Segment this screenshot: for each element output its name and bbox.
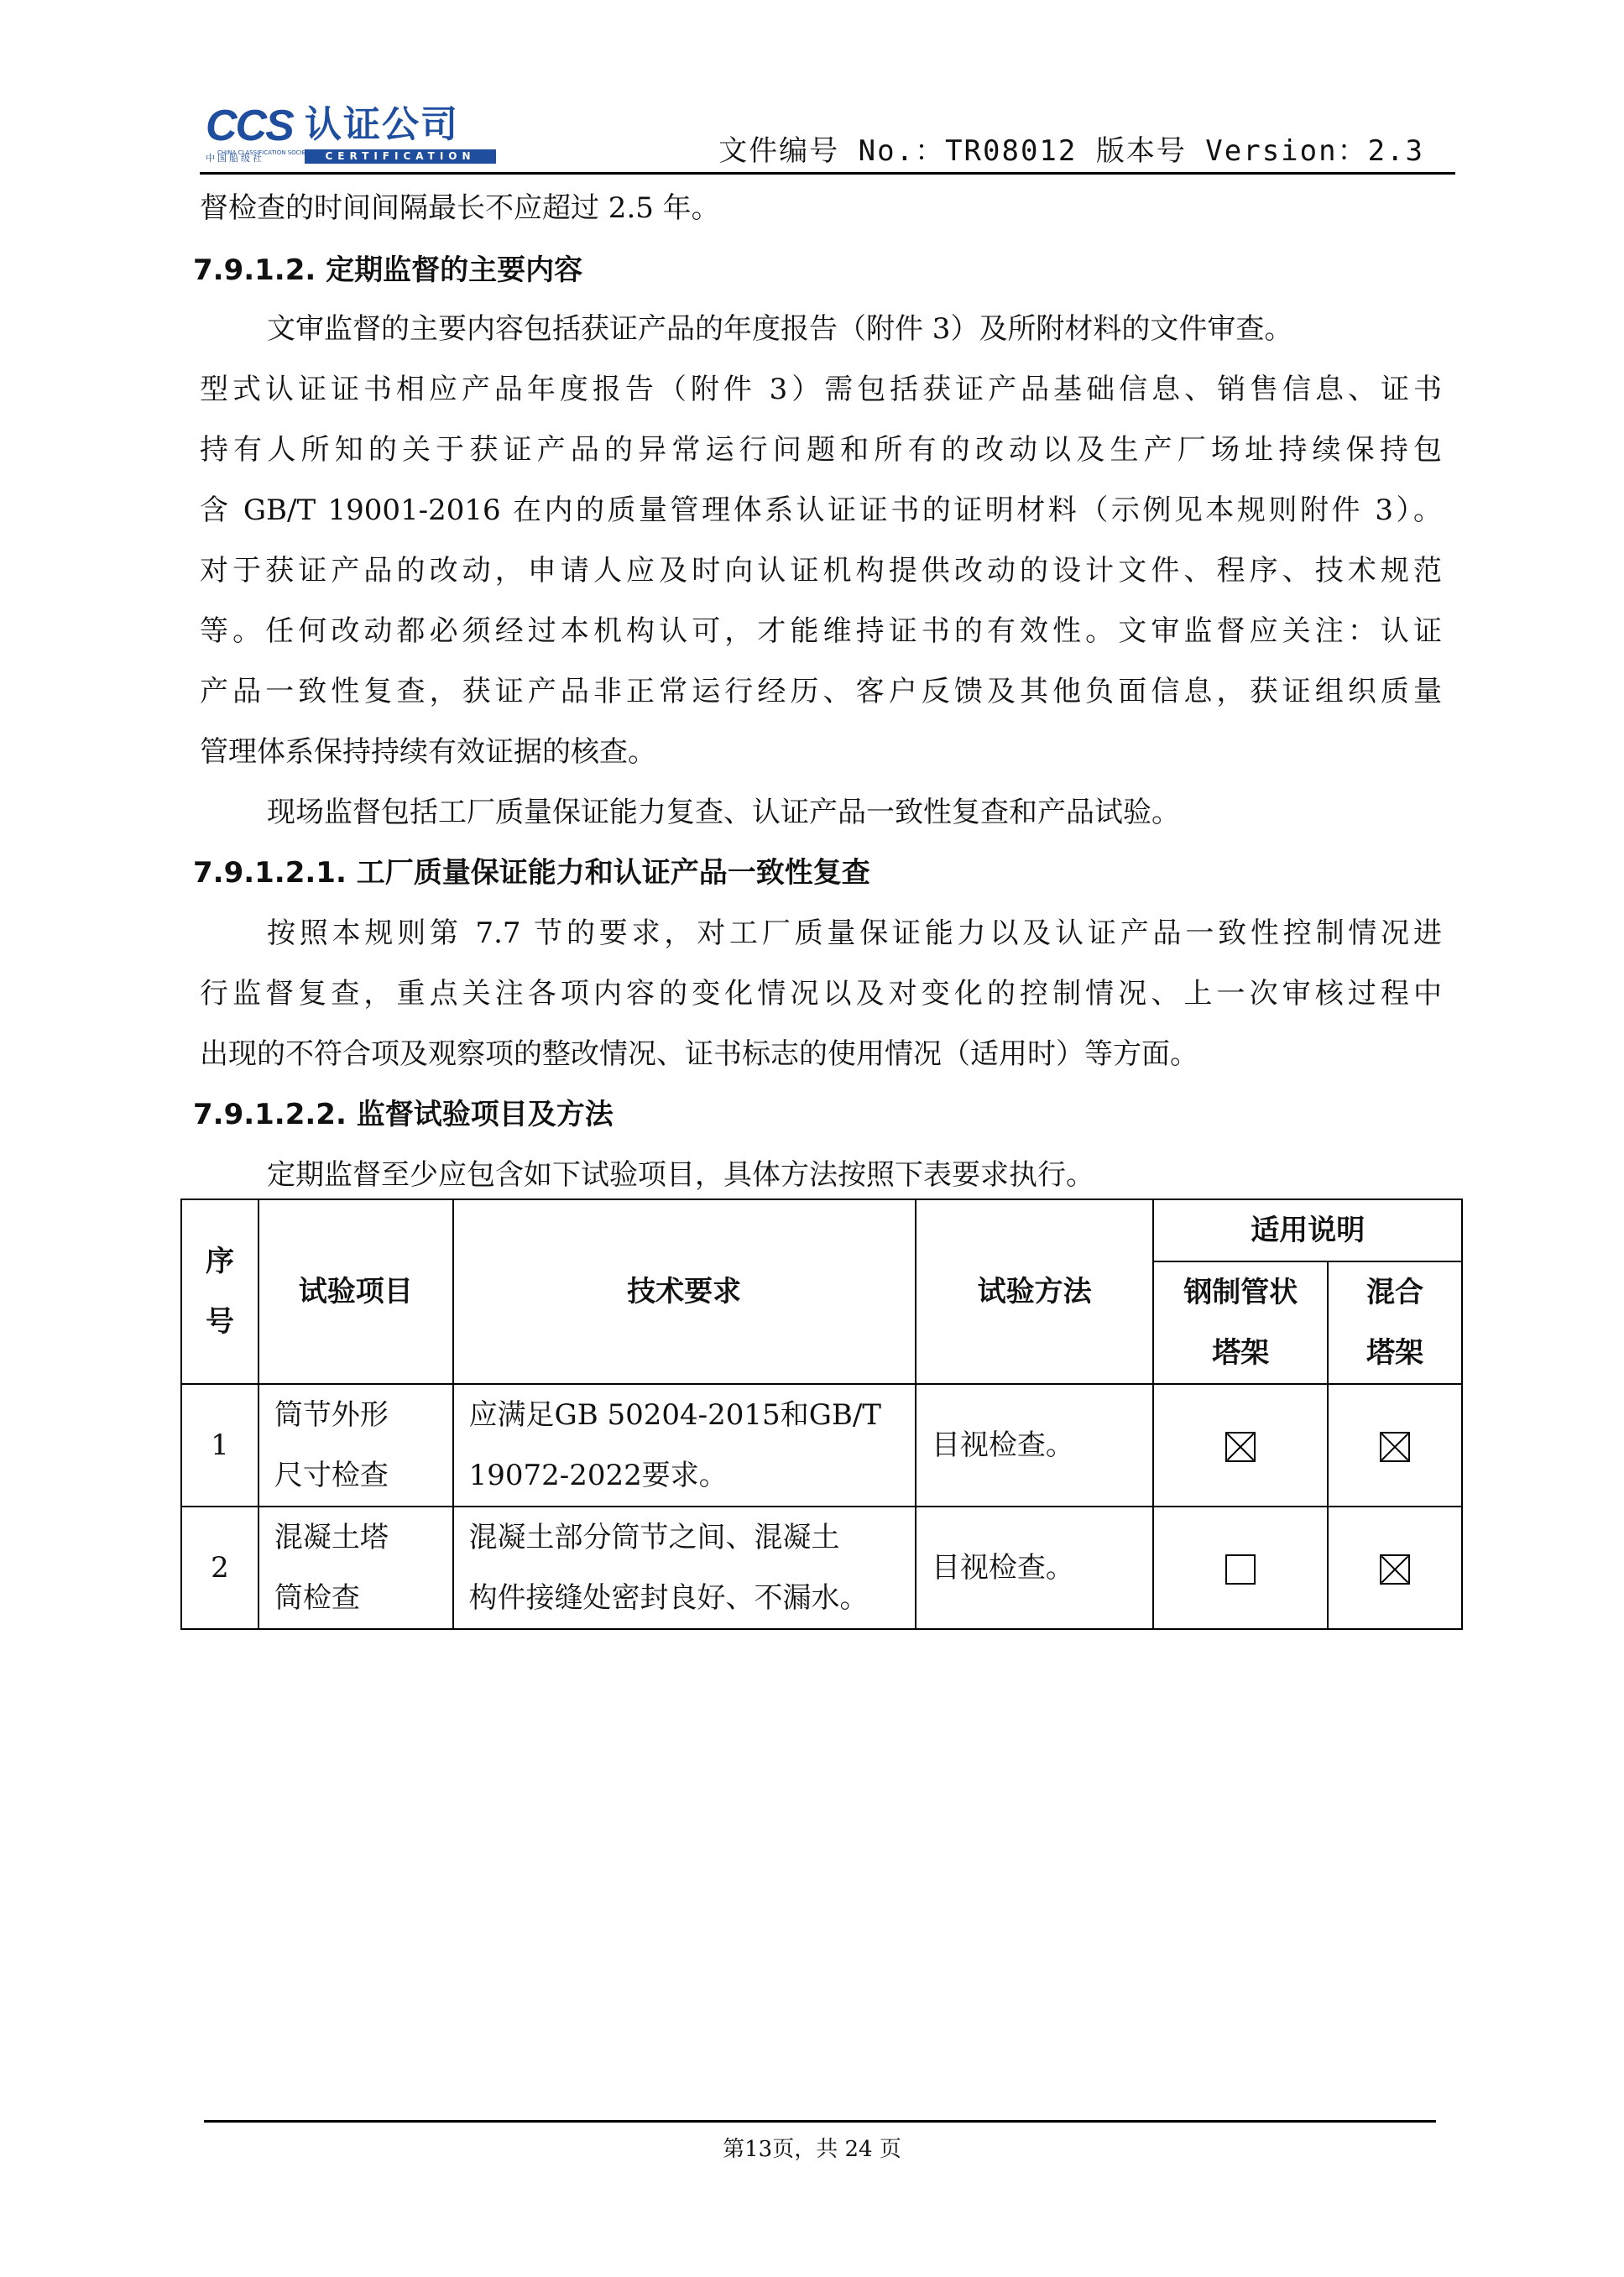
ccs-certification-logo — [206, 102, 499, 164]
cell-requirement: 应满足GB 50204-2015和GB/T 19072-2022要求。 — [453, 1384, 916, 1507]
page-number: 第13页，共 24 页 — [723, 2137, 901, 2162]
cell-steel — [1153, 1384, 1328, 1507]
col-header-method: 试验方法 — [916, 1199, 1154, 1384]
section-heading-7-9-1-2-1: 7.9.1.2.1. 工厂质量保证能力和认证产品一致性复查 — [193, 856, 870, 890]
col-header-seq: 序 号 — [181, 1199, 258, 1384]
header-divider — [200, 172, 1455, 175]
cell-steel — [1153, 1507, 1328, 1629]
continuation-line: 督检查的时间间隔最长不应超过 2.5 年。 — [200, 191, 720, 225]
col-header-steel: 钢制管状 塔架 — [1153, 1261, 1328, 1384]
logo-cn-name: 认证公司 — [305, 103, 459, 146]
test-items-table — [180, 1199, 1463, 1630]
paragraph-line: 行监督复查，重点关注各项内容的变化情况以及对变化的控制情况、上一次审核过程中 — [200, 977, 1442, 1011]
document-number: 文件编号 No.：TR08012 版本号 Version：2.3 — [718, 134, 1424, 168]
paragraph-line: 文审监督的主要内容包括获证产品的年度报告（附件 3）及所附材料的文件审查。 — [267, 312, 1293, 346]
paragraph-line: 产品一致性复查，获证产品非正常运行经历、客户反馈及其他负面信息，获证组织质量 — [200, 675, 1442, 708]
paragraph-line: 现场监督包括工厂质量保证能力复查、认证产品一致性复查和产品试验。 — [267, 796, 1180, 829]
section-heading-7-9-1-2: 7.9.1.2. 定期监督的主要内容 — [193, 253, 583, 287]
checkbox-icon — [1225, 1554, 1256, 1585]
checkbox-icon — [1225, 1432, 1256, 1462]
cell-method: 目视检查。 — [916, 1384, 1154, 1507]
paragraph-line: 持有人所知的关于获证产品的异常运行问题和所有的改动以及生产厂场址持续保持包 — [200, 433, 1442, 467]
cell-seq: 2 — [181, 1507, 258, 1629]
paragraph-line: 型式认证证书相应产品年度报告（附件 3）需包括获证产品基础信息、销售信息、证书 — [200, 373, 1442, 406]
cell-hybrid — [1328, 1384, 1462, 1507]
checkbox-icon — [1380, 1554, 1410, 1585]
checkbox-icon — [1380, 1432, 1410, 1462]
logo-brand: CCS — [206, 102, 293, 150]
logo-sub-en: CHINA CLASSIFICATION SOCIETY — [217, 149, 313, 156]
cell-seq: 1 — [181, 1384, 258, 1507]
section-heading-7-9-1-2-2: 7.9.1.2.2. 监督试验项目及方法 — [193, 1098, 614, 1131]
paragraph-line: 按照本规则第 7.7 节的要求，对工厂质量保证能力以及认证产品一致性控制情况进 — [267, 917, 1442, 950]
cell-item: 混凝土塔 筒检查 — [258, 1507, 453, 1629]
col-header-requirement: 技术要求 — [453, 1199, 916, 1384]
paragraph-line: 定期监督至少应包含如下试验项目，具体方法按照下表要求执行。 — [267, 1158, 1094, 1192]
paragraph-line: 等。任何改动都必须经过本机构认可，才能维持证书的有效性。文审监督应关注：认证 — [200, 614, 1442, 648]
col-header-item: 试验项目 — [258, 1199, 453, 1384]
paragraph-line: 含 GB/T 19001-2016 在内的质量管理体系认证证书的证明材料（示例见本规则附件 3）。 — [200, 494, 1442, 527]
table-row — [181, 1507, 1462, 1629]
logo-cert-label: CERTIFICATION — [305, 149, 496, 164]
footer-divider — [204, 2120, 1436, 2123]
paragraph-line: 管理体系保持持续有效证据的核查。 — [200, 735, 656, 769]
cell-hybrid — [1328, 1507, 1462, 1629]
logo-sub-cn: 中国船级社 — [206, 153, 264, 164]
cell-method: 目视检查。 — [916, 1507, 1154, 1629]
paragraph-line: 出现的不符合项及观察项的整改情况、证书标志的使用情况（适用时）等方面。 — [200, 1037, 1198, 1071]
col-header-applicability: 适用说明 — [1153, 1199, 1462, 1261]
cell-item: 筒节外形 尺寸检查 — [258, 1384, 453, 1507]
table-row — [181, 1384, 1462, 1507]
paragraph-line: 对于获证产品的改动，申请人应及时向认证机构提供改动的设计文件、程序、技术规范 — [200, 554, 1442, 588]
col-header-hybrid: 混合 塔架 — [1328, 1261, 1462, 1384]
cell-requirement: 混凝土部分筒节之间、混凝土 构件接缝处密封良好、不漏水。 — [453, 1507, 916, 1629]
